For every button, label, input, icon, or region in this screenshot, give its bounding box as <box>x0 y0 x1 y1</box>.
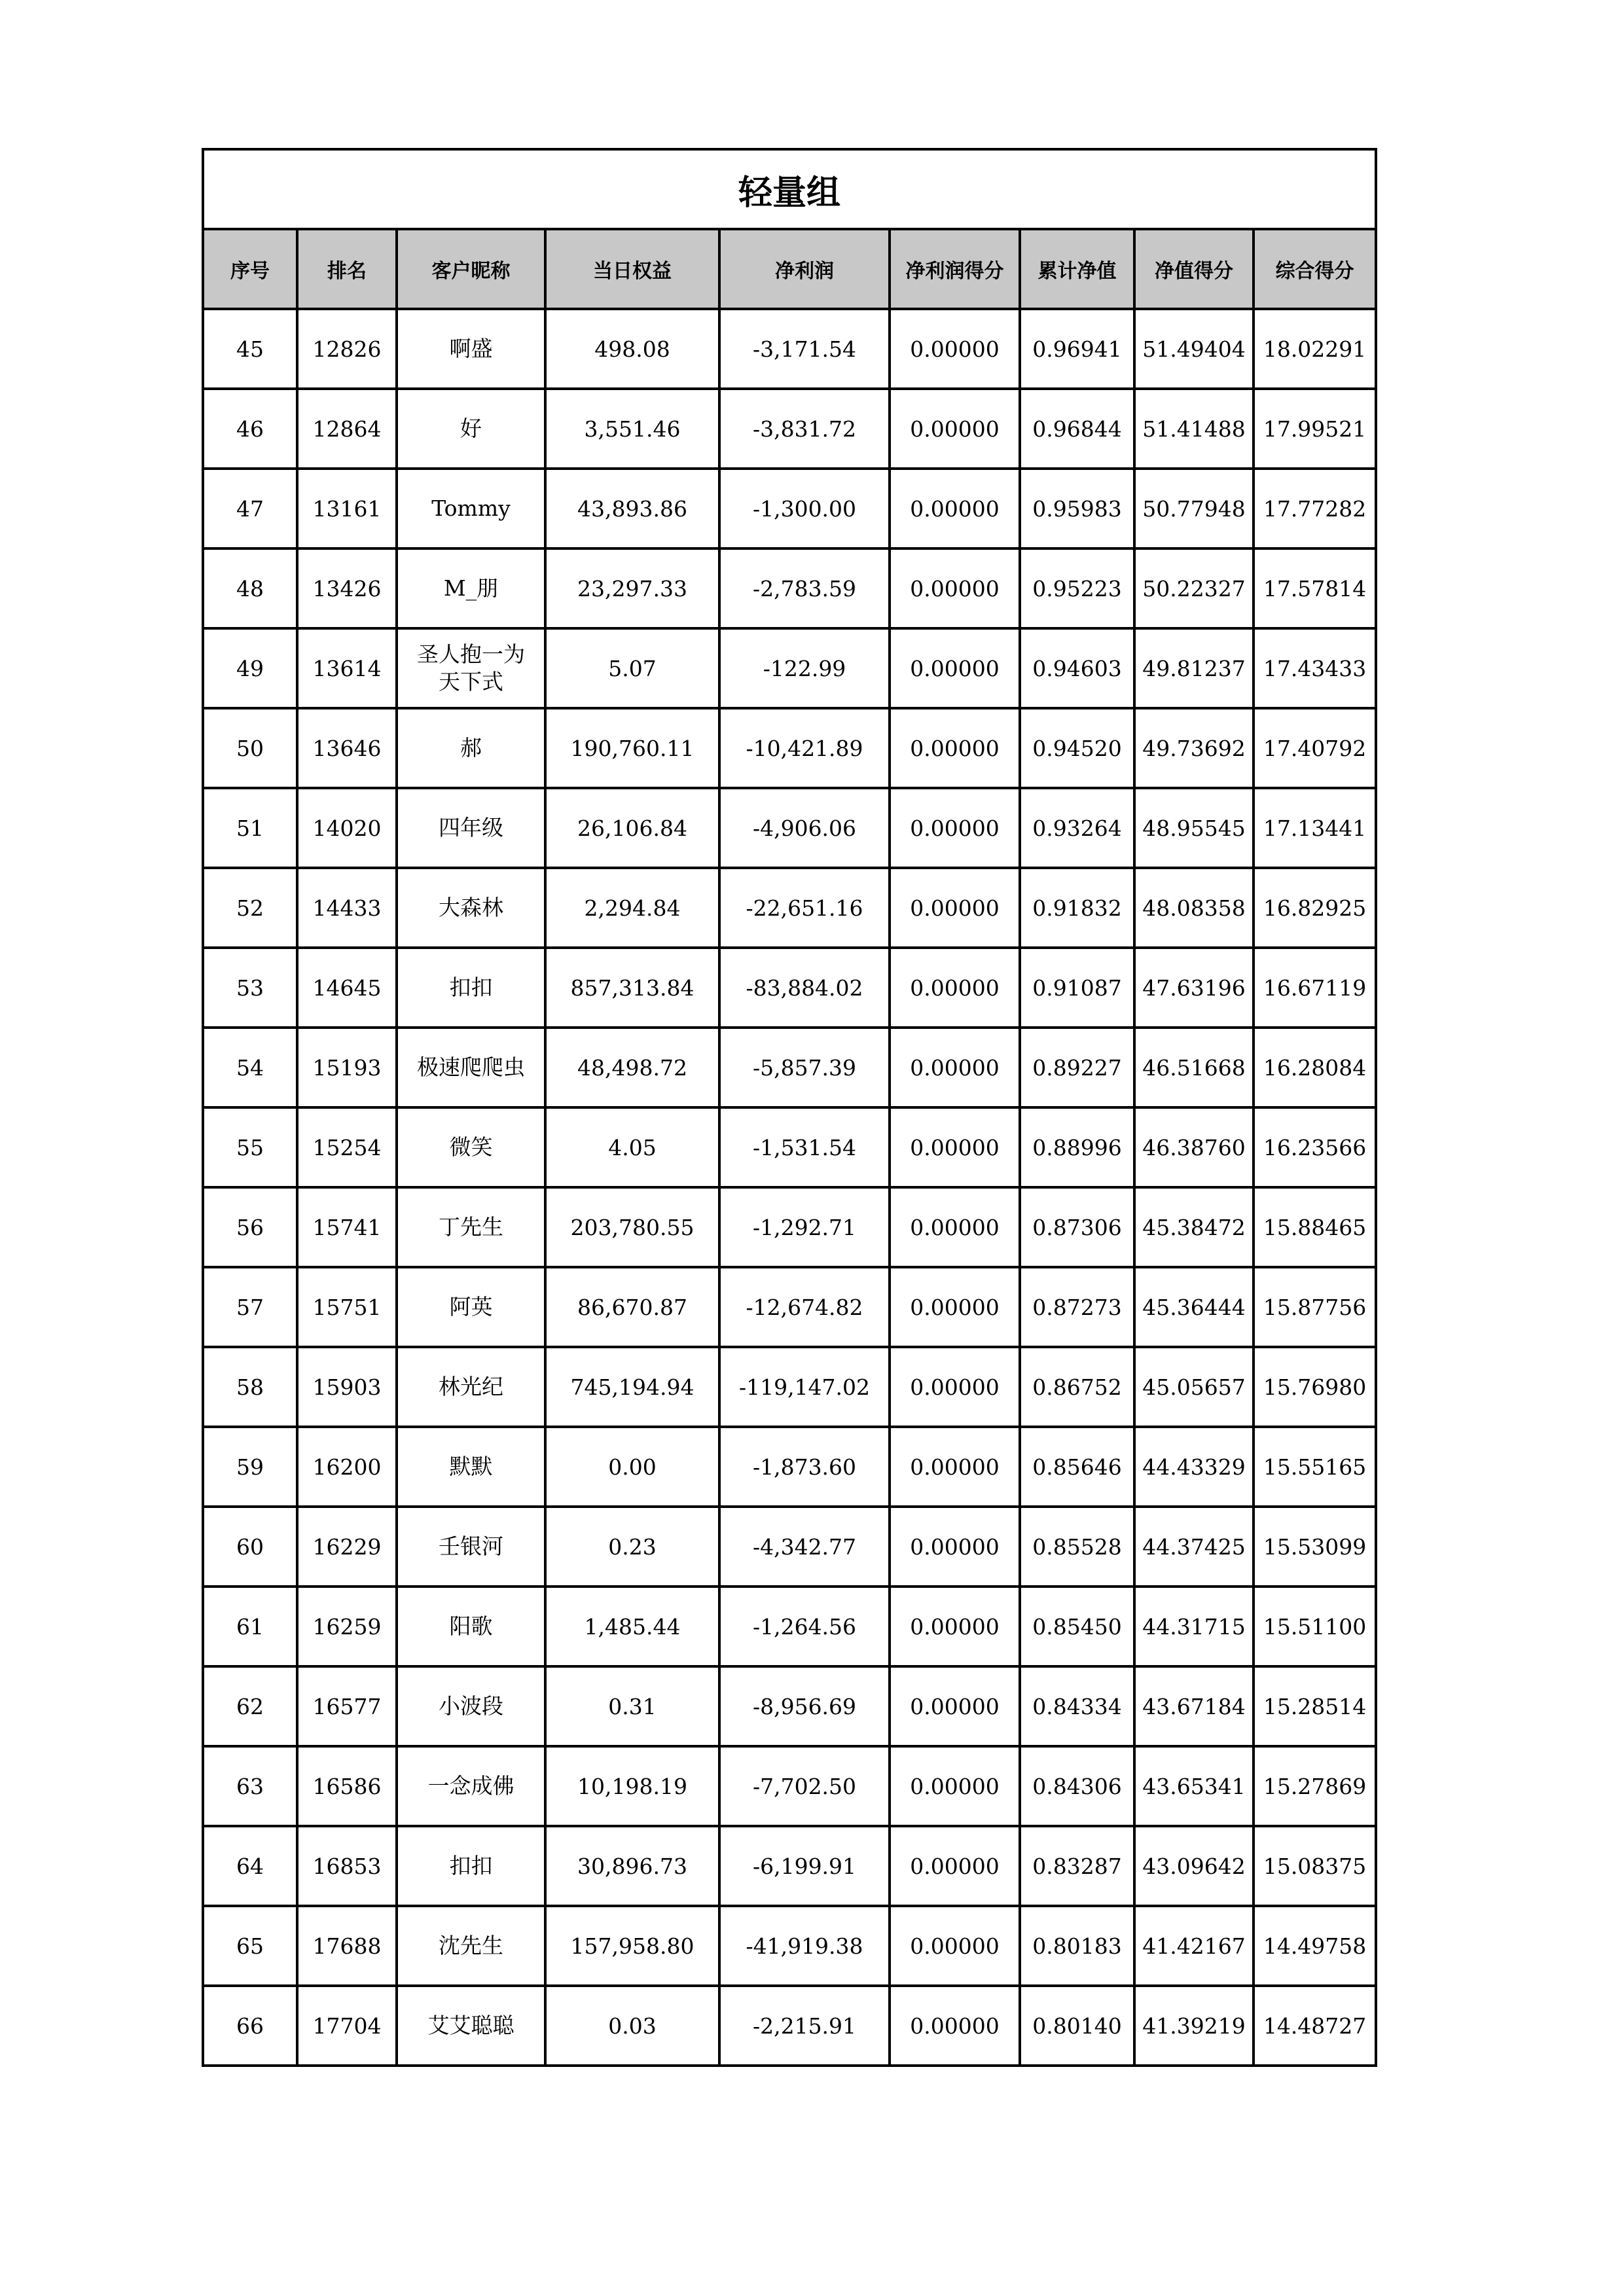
cell-net-profit: -4,342.77 <box>719 1507 890 1587</box>
header-value-score: 净值得分 <box>1134 229 1254 309</box>
cell-total-score: 15.51100 <box>1254 1587 1376 1666</box>
cell-total-score: 17.57814 <box>1254 548 1376 628</box>
cell-total-score: 17.13441 <box>1254 788 1376 868</box>
cell-equity: 3,551.46 <box>545 389 719 469</box>
cell-profit-score: 0.00000 <box>890 1587 1020 1666</box>
cell-net-value: 0.91087 <box>1020 948 1134 1028</box>
cell-rank: 14020 <box>297 788 397 868</box>
cell-net-value: 0.93264 <box>1020 788 1134 868</box>
cell-equity: 0.23 <box>545 1507 719 1587</box>
cell-equity: 203,780.55 <box>545 1187 719 1267</box>
table-row <box>203 948 1376 1028</box>
cell-nickname: 丁先生 <box>397 1187 545 1267</box>
cell-seq: 59 <box>203 1427 297 1507</box>
cell-nickname: 微笑 <box>397 1107 545 1187</box>
cell-net-value: 0.91832 <box>1020 868 1134 948</box>
cell-seq: 48 <box>203 548 297 628</box>
cell-profit-score: 0.00000 <box>890 1187 1020 1267</box>
header-total-score: 综合得分 <box>1254 229 1376 309</box>
table-row <box>203 1267 1376 1347</box>
cell-equity: 23,297.33 <box>545 548 719 628</box>
cell-net-profit: -122.99 <box>719 628 890 708</box>
cell-net-profit: -12,674.82 <box>719 1267 890 1347</box>
cell-rank: 16259 <box>297 1587 397 1666</box>
cell-net-value: 0.84306 <box>1020 1746 1134 1826</box>
cell-nickname: Tommy <box>397 469 545 548</box>
cell-seq: 55 <box>203 1107 297 1187</box>
cell-rank: 15254 <box>297 1107 397 1187</box>
cell-value-score: 50.22327 <box>1134 548 1254 628</box>
cell-profit-score: 0.00000 <box>890 309 1020 389</box>
cell-profit-score: 0.00000 <box>890 788 1020 868</box>
cell-net-value: 0.85646 <box>1020 1427 1134 1507</box>
cell-seq: 57 <box>203 1267 297 1347</box>
cell-equity: 190,760.11 <box>545 708 719 788</box>
cell-total-score: 17.40792 <box>1254 708 1376 788</box>
table-row <box>203 868 1376 948</box>
cell-net-profit: -1,531.54 <box>719 1107 890 1187</box>
header-equity: 当日权益 <box>545 229 719 309</box>
cell-total-score: 15.27869 <box>1254 1746 1376 1826</box>
cell-value-score: 48.08358 <box>1134 868 1254 948</box>
table-row <box>203 1587 1376 1666</box>
cell-nickname: 大森林 <box>397 868 545 948</box>
cell-rank: 15903 <box>297 1347 397 1427</box>
cell-nickname: 圣人抱一为天下式 <box>397 628 545 708</box>
table-body <box>203 309 1376 2066</box>
cell-seq: 63 <box>203 1746 297 1826</box>
cell-equity: 157,958.80 <box>545 1906 719 1986</box>
cell-total-score: 17.43433 <box>1254 628 1376 708</box>
cell-total-score: 15.08375 <box>1254 1826 1376 1906</box>
cell-value-score: 50.77948 <box>1134 469 1254 548</box>
table-row <box>203 1746 1376 1826</box>
cell-nickname: 壬银河 <box>397 1507 545 1587</box>
cell-net-profit: -6,199.91 <box>719 1826 890 1906</box>
cell-equity: 1,485.44 <box>545 1587 719 1666</box>
table-row <box>203 1906 1376 1986</box>
cell-profit-score: 0.00000 <box>890 1666 1020 1746</box>
cell-value-score: 44.43329 <box>1134 1427 1254 1507</box>
cell-net-value: 0.80183 <box>1020 1906 1134 1986</box>
cell-net-profit: -119,147.02 <box>719 1347 890 1427</box>
cell-total-score: 15.28514 <box>1254 1666 1376 1746</box>
table-row <box>203 469 1376 548</box>
cell-seq: 45 <box>203 309 297 389</box>
cell-rank: 17688 <box>297 1906 397 1986</box>
cell-profit-score: 0.00000 <box>890 548 1020 628</box>
cell-value-score: 46.38760 <box>1134 1107 1254 1187</box>
cell-nickname: 小波段 <box>397 1666 545 1746</box>
cell-seq: 50 <box>203 708 297 788</box>
table-row <box>203 389 1376 469</box>
cell-profit-score: 0.00000 <box>890 1826 1020 1906</box>
cell-rank: 16200 <box>297 1427 397 1507</box>
title-row <box>203 149 1376 229</box>
cell-value-score: 45.36444 <box>1134 1267 1254 1347</box>
cell-seq: 51 <box>203 788 297 868</box>
cell-net-profit: -5,857.39 <box>719 1028 890 1107</box>
header-seq: 序号 <box>203 229 297 309</box>
cell-profit-score: 0.00000 <box>890 628 1020 708</box>
header-net-profit: 净利润 <box>719 229 890 309</box>
cell-seq: 56 <box>203 1187 297 1267</box>
cell-total-score: 16.82925 <box>1254 868 1376 948</box>
cell-rank: 13161 <box>297 469 397 548</box>
cell-total-score: 15.53099 <box>1254 1507 1376 1587</box>
table-row <box>203 708 1376 788</box>
cell-net-profit: -3,171.54 <box>719 309 890 389</box>
cell-seq: 53 <box>203 948 297 1028</box>
cell-equity: 0.31 <box>545 1666 719 1746</box>
cell-nickname: 阳歌 <box>397 1587 545 1666</box>
cell-value-score: 46.51668 <box>1134 1028 1254 1107</box>
cell-equity: 498.08 <box>545 309 719 389</box>
table-row <box>203 1826 1376 1906</box>
cell-seq: 54 <box>203 1028 297 1107</box>
cell-rank: 16577 <box>297 1666 397 1746</box>
cell-value-score: 49.81237 <box>1134 628 1254 708</box>
cell-seq: 61 <box>203 1587 297 1666</box>
cell-equity: 4.05 <box>545 1107 719 1187</box>
cell-profit-score: 0.00000 <box>890 868 1020 948</box>
cell-equity: 745,194.94 <box>545 1347 719 1427</box>
cell-equity: 86,670.87 <box>545 1267 719 1347</box>
cell-profit-score: 0.00000 <box>890 469 1020 548</box>
cell-rank: 15741 <box>297 1187 397 1267</box>
table-row <box>203 788 1376 868</box>
table-row <box>203 1666 1376 1746</box>
ranking-table <box>202 148 1377 2067</box>
cell-net-value: 0.94603 <box>1020 628 1134 708</box>
cell-nickname: 艾艾聪聪 <box>397 1986 545 2066</box>
cell-total-score: 15.87756 <box>1254 1267 1376 1347</box>
cell-rank: 12864 <box>297 389 397 469</box>
cell-equity: 5.07 <box>545 628 719 708</box>
cell-net-profit: -2,215.91 <box>719 1986 890 2066</box>
cell-net-profit: -7,702.50 <box>719 1746 890 1826</box>
cell-net-profit: -1,264.56 <box>719 1587 890 1666</box>
cell-profit-score: 0.00000 <box>890 1906 1020 1986</box>
cell-net-value: 0.86752 <box>1020 1347 1134 1427</box>
cell-total-score: 14.49758 <box>1254 1906 1376 1986</box>
cell-nickname: 林光纪 <box>397 1347 545 1427</box>
cell-profit-score: 0.00000 <box>890 708 1020 788</box>
cell-total-score: 15.88465 <box>1254 1187 1376 1267</box>
table-row <box>203 1107 1376 1187</box>
cell-net-value: 0.89227 <box>1020 1028 1134 1107</box>
cell-equity: 48,498.72 <box>545 1028 719 1107</box>
cell-rank: 16853 <box>297 1826 397 1906</box>
cell-equity: 0.03 <box>545 1986 719 2066</box>
cell-rank: 13646 <box>297 708 397 788</box>
table-title: 轻量组 <box>203 149 1376 229</box>
cell-profit-score: 0.00000 <box>890 948 1020 1028</box>
cell-value-score: 44.31715 <box>1134 1587 1254 1666</box>
cell-value-score: 45.05657 <box>1134 1347 1254 1427</box>
cell-seq: 60 <box>203 1507 297 1587</box>
table-row <box>203 1986 1376 2066</box>
cell-net-value: 0.96844 <box>1020 389 1134 469</box>
cell-equity: 30,896.73 <box>545 1826 719 1906</box>
cell-nickname: 沈先生 <box>397 1906 545 1986</box>
cell-nickname: 极速爬爬虫 <box>397 1028 545 1107</box>
cell-seq: 65 <box>203 1906 297 1986</box>
cell-seq: 64 <box>203 1826 297 1906</box>
cell-total-score: 16.23566 <box>1254 1107 1376 1187</box>
cell-rank: 16586 <box>297 1746 397 1826</box>
cell-value-score: 48.95545 <box>1134 788 1254 868</box>
cell-seq: 49 <box>203 628 297 708</box>
cell-seq: 62 <box>203 1666 297 1746</box>
cell-total-score: 15.55165 <box>1254 1427 1376 1507</box>
cell-total-score: 15.76980 <box>1254 1347 1376 1427</box>
cell-net-profit: -83,884.02 <box>719 948 890 1028</box>
cell-net-value: 0.87273 <box>1020 1267 1134 1347</box>
cell-equity: 26,106.84 <box>545 788 719 868</box>
cell-nickname: 啊盛 <box>397 309 545 389</box>
cell-value-score: 44.37425 <box>1134 1507 1254 1587</box>
cell-profit-score: 0.00000 <box>890 1267 1020 1347</box>
header-rank: 排名 <box>297 229 397 309</box>
cell-nickname: M_朋 <box>397 548 545 628</box>
cell-net-value: 0.80140 <box>1020 1986 1134 2066</box>
cell-net-value: 0.94520 <box>1020 708 1134 788</box>
cell-value-score: 51.49404 <box>1134 309 1254 389</box>
cell-net-profit: -1,873.60 <box>719 1427 890 1507</box>
cell-profit-score: 0.00000 <box>890 1347 1020 1427</box>
header-row <box>203 229 1376 309</box>
cell-value-score: 41.39219 <box>1134 1986 1254 2066</box>
cell-nickname: 郝 <box>397 708 545 788</box>
cell-rank: 13426 <box>297 548 397 628</box>
cell-profit-score: 0.00000 <box>890 389 1020 469</box>
table-row <box>203 1507 1376 1587</box>
cell-net-value: 0.85450 <box>1020 1587 1134 1666</box>
cell-net-value: 0.87306 <box>1020 1187 1134 1267</box>
cell-net-profit: -22,651.16 <box>719 868 890 948</box>
cell-nickname: 默默 <box>397 1427 545 1507</box>
cell-seq: 46 <box>203 389 297 469</box>
cell-equity: 0.00 <box>545 1427 719 1507</box>
cell-rank: 14433 <box>297 868 397 948</box>
cell-value-score: 51.41488 <box>1134 389 1254 469</box>
cell-net-profit: -1,300.00 <box>719 469 890 548</box>
cell-value-score: 49.73692 <box>1134 708 1254 788</box>
cell-net-value: 0.84334 <box>1020 1666 1134 1746</box>
table-row <box>203 1028 1376 1107</box>
cell-nickname: 阿英 <box>397 1267 545 1347</box>
cell-equity: 857,313.84 <box>545 948 719 1028</box>
cell-nickname: 四年级 <box>397 788 545 868</box>
cell-profit-score: 0.00000 <box>890 1427 1020 1507</box>
cell-total-score: 16.28084 <box>1254 1028 1376 1107</box>
cell-profit-score: 0.00000 <box>890 1507 1020 1587</box>
cell-net-profit: -1,292.71 <box>719 1187 890 1267</box>
cell-total-score: 17.99521 <box>1254 389 1376 469</box>
table-row <box>203 309 1376 389</box>
cell-profit-score: 0.00000 <box>890 1028 1020 1107</box>
cell-equity: 10,198.19 <box>545 1746 719 1826</box>
cell-rank: 15751 <box>297 1267 397 1347</box>
cell-value-score: 47.63196 <box>1134 948 1254 1028</box>
cell-value-score: 43.09642 <box>1134 1826 1254 1906</box>
cell-net-value: 0.95223 <box>1020 548 1134 628</box>
cell-net-value: 0.88996 <box>1020 1107 1134 1187</box>
cell-net-profit: -2,783.59 <box>719 548 890 628</box>
cell-value-score: 43.65341 <box>1134 1746 1254 1826</box>
cell-value-score: 45.38472 <box>1134 1187 1254 1267</box>
table-row <box>203 548 1376 628</box>
cell-value-score: 41.42167 <box>1134 1906 1254 1986</box>
cell-nickname: 扣扣 <box>397 1826 545 1906</box>
cell-seq: 58 <box>203 1347 297 1427</box>
cell-total-score: 16.67119 <box>1254 948 1376 1028</box>
cell-rank: 12826 <box>297 309 397 389</box>
cell-nickname: 好 <box>397 389 545 469</box>
cell-nickname: 一念成佛 <box>397 1746 545 1826</box>
table-row <box>203 1427 1376 1507</box>
cell-net-profit: -10,421.89 <box>719 708 890 788</box>
cell-net-profit: -3,831.72 <box>719 389 890 469</box>
cell-value-score: 43.67184 <box>1134 1666 1254 1746</box>
table-row <box>203 1347 1376 1427</box>
cell-rank: 15193 <box>297 1028 397 1107</box>
cell-rank: 14645 <box>297 948 397 1028</box>
cell-rank: 13614 <box>297 628 397 708</box>
cell-equity: 43,893.86 <box>545 469 719 548</box>
cell-net-value: 0.85528 <box>1020 1507 1134 1587</box>
table-row <box>203 628 1376 708</box>
cell-net-value: 0.96941 <box>1020 309 1134 389</box>
cell-nickname: 扣扣 <box>397 948 545 1028</box>
cell-total-score: 14.48727 <box>1254 1986 1376 2066</box>
table-row <box>203 1187 1376 1267</box>
cell-net-profit: -4,906.06 <box>719 788 890 868</box>
cell-net-profit: -41,919.38 <box>719 1906 890 1986</box>
cell-seq: 66 <box>203 1986 297 2066</box>
cell-total-score: 18.02291 <box>1254 309 1376 389</box>
cell-seq: 52 <box>203 868 297 948</box>
cell-rank: 16229 <box>297 1507 397 1587</box>
header-profit-score: 净利润得分 <box>890 229 1020 309</box>
cell-profit-score: 0.00000 <box>890 1107 1020 1187</box>
cell-profit-score: 0.00000 <box>890 1746 1020 1826</box>
cell-total-score: 17.77282 <box>1254 469 1376 548</box>
cell-net-value: 0.83287 <box>1020 1826 1134 1906</box>
cell-rank: 17704 <box>297 1986 397 2066</box>
cell-seq: 47 <box>203 469 297 548</box>
cell-equity: 2,294.84 <box>545 868 719 948</box>
header-net-value: 累计净值 <box>1020 229 1134 309</box>
cell-net-value: 0.95983 <box>1020 469 1134 548</box>
cell-net-profit: -8,956.69 <box>719 1666 890 1746</box>
header-nickname: 客户昵称 <box>397 229 545 309</box>
cell-profit-score: 0.00000 <box>890 1986 1020 2066</box>
